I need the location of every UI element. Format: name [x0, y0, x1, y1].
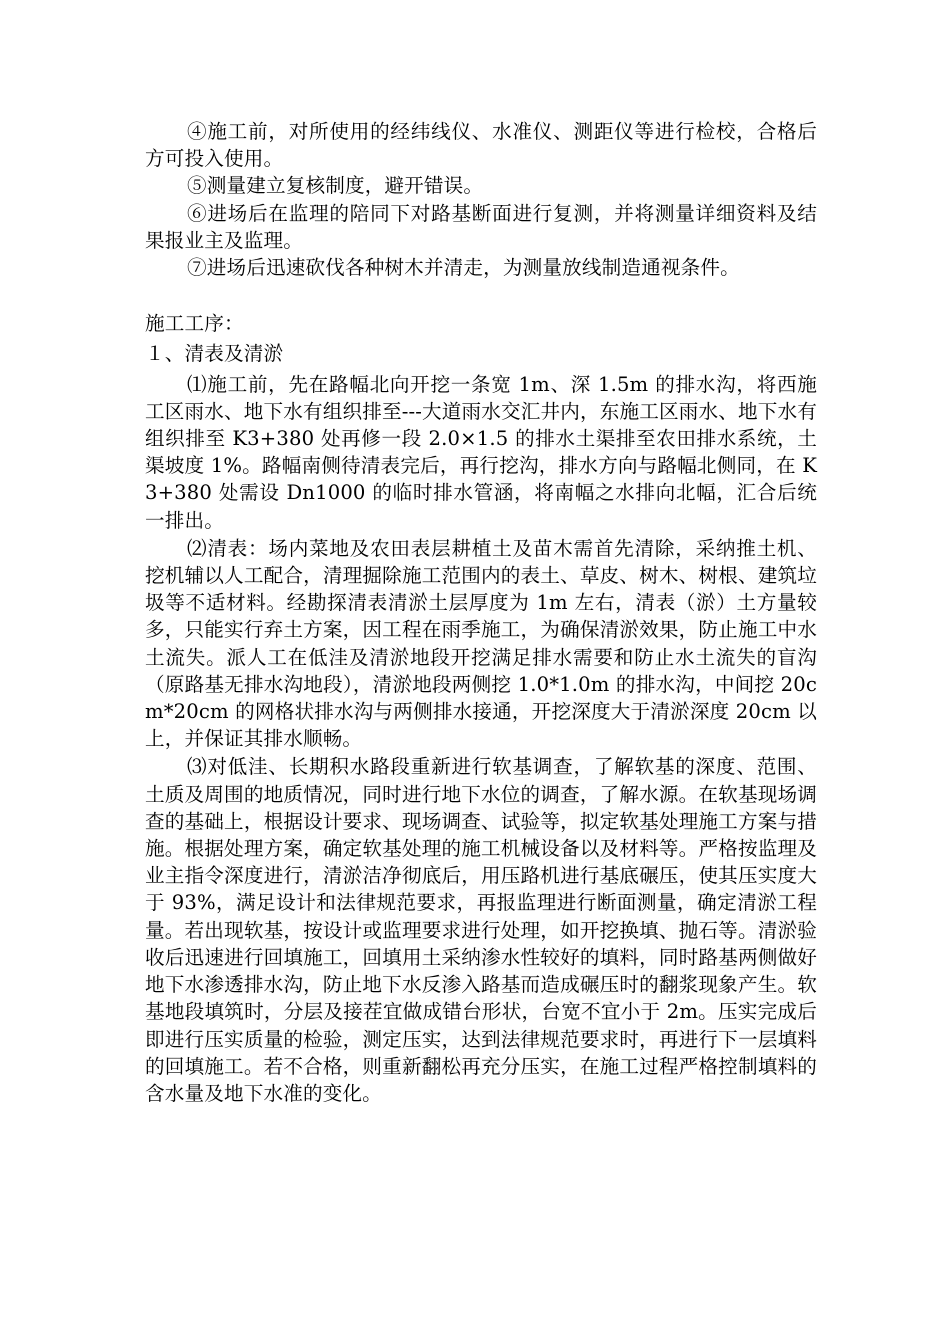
- step-2-surface-clearing: ⑵清表：场内菜地及农田表层耕植土及苗木需首先清除，采纳推土机、挖机辅以人工配合，清理掘除施工范围内的表土、草皮、树木、树根、建筑垃圾等不适材料。经勘探清表清淤土层厚度为 1m 左右，清表（淤）土方量较多，只能实行弃土方案，因工程在雨季施工，为确保清淤效果，防止施工中水土流失。派人工在低洼及清淤地段开挖满足排水需要和防止水土流失的盲沟（原路基无排水沟地段），清淤地段两侧挖 1.0*1.0m 的排水沟，中间挖 20cm*20cm 的网格状排水沟与两侧排水接通，开挖深度大于清淤深度 20cm 以上，并保证其排水顺畅。: [145, 536, 817, 751]
- step-3-soft-foundation: ⑶对低洼、长期积水路段重新进行软基调查，了解软基的深度、范围、土质及周围的地质情况，同时进行地下水位的调查，了解水源。在软基现场调查的基础上，根据设计要求、现场调查、试验等，拟定软基处理施工方案与措施。根据处理方案，确定软基处理的施工机械设备以及材料等。严格按监理及业主指令深度进行，清淤洁净彻底后，用压路机进行基底碾压，使其压实度大于 93%，满足设计和法律规范要求，再报监理进行断面测量，确定清淤工程量。若出现软基，按设计或监理要求进行处理，如开挖换填、抛石等。清淤验收后迅速进行回填施工，回填用土采纳渗水性较好的填料，同时路基两侧做好地下水渗透排水沟，防止地下水反渗入路基而造成碾压时的翻浆现象产生。软基地段填筑时，分层及接茬宜做成错台形状，台宽不宜小于 2m。压实完成后即进行压实质量的检验，测定压实，达到法律规范要求时，再进行下一层填料的回填施工。若不合格，则重新翻松再充分压实，在施工过程严格控制填料的含水量及地下水准的变化。: [145, 755, 817, 1105]
- prep-item-6: ⑥进场后在监理的陪同下对路基断面进行复测，并将测量详细资料及结果报业主及监理。: [145, 201, 817, 252]
- prep-item-7: ⑦进场后迅速砍伐各种树木并清走，为测量放线制造通视条件。: [187, 256, 740, 280]
- step-1-drainage: ⑴施工前，先在路幅北向开挖一条宽 1m、深 1.5m 的排水沟，将西施工区雨水、地下水有组织排至---大道雨水交汇井内，东施工区雨水、地下水有组织排至 K3+380 处再修一段 2.0×1.5 的排水土渠排至农田排水系统，土渠坡度 1%。路幅南侧待清表完后，再行挖沟，排水方向与路幅北侧同，在 K3+380 处需设 Dn1000 的临时排水管涵，将南幅之水排向北幅，汇合后统一排出。: [145, 372, 817, 532]
- prep-item-4: ④施工前，对所使用的经纬线仪、水准仪、测距仪等进行检校，合格后方可投入使用。: [145, 120, 817, 171]
- paragraph-gap: [145, 281, 817, 308]
- section-title: 施工工序：: [145, 312, 244, 336]
- prep-item-5: ⑤测量建立复核制度，避开错误。: [187, 174, 484, 198]
- section-subtitle: １、清表及清淤: [145, 342, 284, 366]
- document-page: [145, 118, 817, 1107]
